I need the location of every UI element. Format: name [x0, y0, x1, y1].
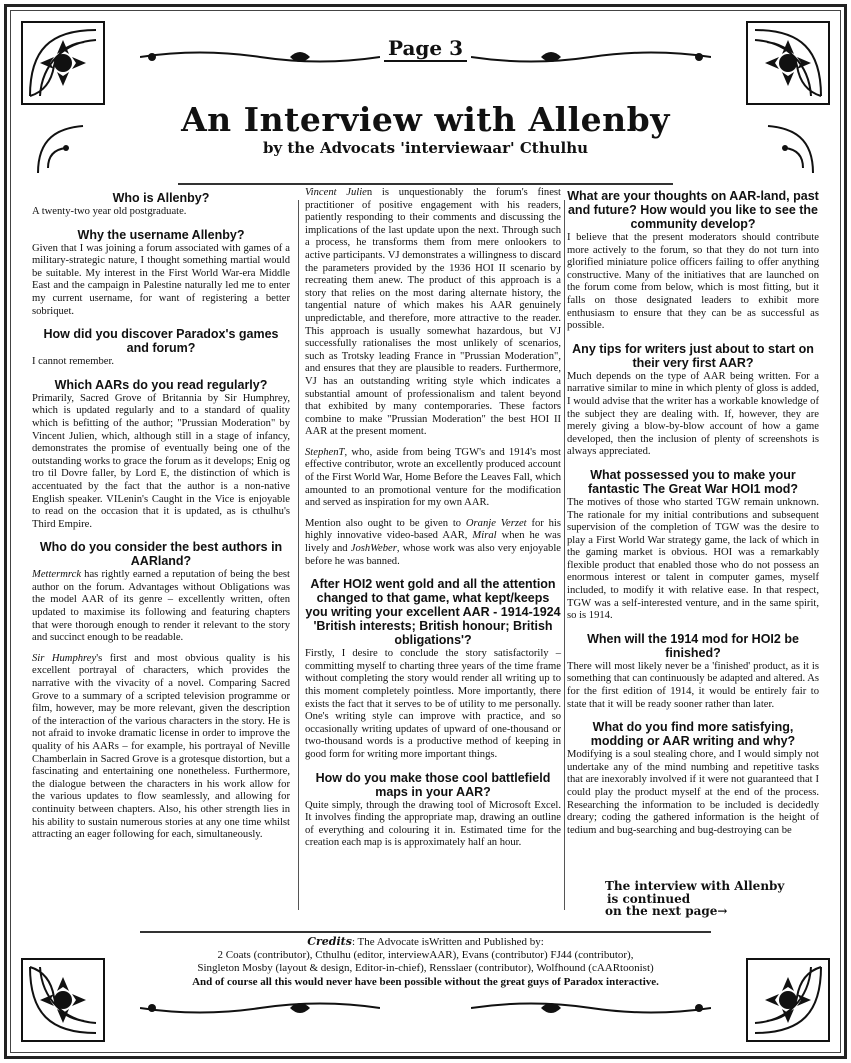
answer-text: There will most likely never be a 'finished' product, as it is something that can continuously be adapted and altered. As for the first edition of 1914, it would be entirely fair to state that it will be ready sooner rather than later.: [567, 660, 819, 710]
column-divider: [298, 200, 299, 910]
question-heading: Who do you consider the best authors in AARland?: [39, 540, 283, 569]
answer-text: Given that I was joining a forum associated with games of a military-strategic nature, I thought something martial would be suitable. My interest in the First World War-era Middle East and the campaign in Palestine naturally led me to enter my current username, for want of registering a better sobriquet.: [32, 242, 290, 317]
continued-line: The interview with Allenby: [605, 879, 785, 893]
answer-text: [305, 447, 561, 510]
continued-line: on the next page→: [605, 904, 728, 919]
answer-body: n is unquestionably the forum's finest practitioner of positive engagement with his readers, patiently responding to their comments and discussing the implications of the last update upon the next. Through such a process, he transforms them from mere onlookers to active participants. VJ demonstrates a willingness to discard the parameters provided by the 1936 HOI II scenario by recreating them anew. The product of this approach is a story that relies on the most daring alternate history, the tangential nature of which makes his AAR genuinely unpredictable, and therefore, more attractive to the reader. This approach is usually somewhat hazardous, but VJ successfully rationalises the most unlikely of scenarios, such as Trotsky leading France in "Prussian Moderation", and ensures that they are plausible to readers. Furthermore, VJ has an outstanding writing style which indicates a substantial amount of professionalism and talent beyond that exhibited by many contemporaries. These factors combine to make "Prussian Moderation" the best HOI II AAR at the present moment.: [305, 187, 561, 438]
author-name: Mettermrck: [32, 569, 82, 581]
corner-ornament-icon: [20, 20, 106, 106]
column-1: [32, 187, 290, 850]
question-heading: After HOI2 went gold and all the attention changed to that game, what kept/keeps you writing your excellent AAR - 1914-1924 'British interests; British honour; British obligations'?: [305, 577, 561, 648]
answer-body: for his highly innovative video-based AAR,: [305, 517, 561, 542]
answer-text: The motives of those who started TGW remain unknown. The rationale for my initial contributions and subsequent supervision of the completion of TGW was the desire to play a First World War strategy game, the lack of which in the gaming market is obvious. HOI was a remarkably flexible product that enabled those who do not possess an enormous interest or talent in computer games, myself included, to modify it with relative ease. In that respect, TGW was a self-interested venture, and in the same spirit, so is 1914.: [567, 496, 819, 622]
corner-ornament-icon: [20, 957, 106, 1043]
question-heading: Who is Allenby?: [112, 191, 210, 205]
author-name: Vincent Julie: [305, 187, 367, 198]
answer-text: [305, 518, 561, 568]
answer-text: [305, 187, 561, 439]
column-divider: [564, 200, 565, 910]
credits-line: [150, 935, 701, 949]
credits-line: Singleton Mosby (layout & design, Editor-in-chief), Rensslaer (contributor), Wolfhound (cAARtoonist): [197, 962, 654, 975]
answer-text: I cannot remember.: [32, 356, 115, 368]
answer-text: Much depends on the type of AAR being written. For a narrative similar to mine in which plenty of gloss is added, I would advise that the writer has a workable knowledge of the subject they are dealing with. If, however, they are merely giving a blow-by-blow account of how a game developed, then the inclusion of plenty of screenshots is always appreciated.: [567, 370, 819, 458]
corner-ornament-icon: [745, 20, 831, 106]
answer-body: 's first and most obvious quality is his excellent portrayal of characters, which provides the narrative with the vivacity of a novel. Comparing Sacred Grove to a summary of a scripted television programme or film, however, may be more relevant, given the description of the interaction of the various characters in the story. He is not afraid to invoke dramatic license in order to improve the quality of his AARs – for example, his portrayal of Neville Chamberlain in Sacred Grove is a grotesque distortion, but a fascinating and entertaining one nonetheless. Furthermore, the dialogue between the characters in his work allow for the various updates to flow seamlessly, and allowing for continuity between chapters. Also, his other strength lies in his ability to sustain numerous stories at any one time whilst attracting an eager following for each, simultaneously.: [32, 652, 291, 841]
answer-body: , whose work was also very enjoyable before he was banned.: [305, 543, 561, 567]
question-heading: Why the username Allenby?: [77, 227, 245, 242]
credits: [150, 935, 701, 989]
author-name: Miral: [472, 530, 497, 542]
question-heading: Which AARs do you read regularly?: [54, 377, 268, 392]
author-name: Oranje Verzet: [465, 517, 527, 529]
article-byline: by the Advocats 'interviewaar' Cthulhu: [262, 139, 589, 157]
question-heading: Any tips for writers just about to start on their very first AAR?: [572, 341, 814, 370]
answer-body: , who, aside from being TGW's and 1914's most effective contributor, wrote an excellently produced account of the First World War, Home Before the Leaves Fall, which amounted to an promotional venture for the modification and served as inspiration for my own AAR.: [305, 446, 561, 509]
corner-ornament-icon: [745, 957, 831, 1043]
credits-line: 2 Coats (contributor), Cthulhu (editor, interviewAAR), Evans (contributor) FJ44 (contributor),: [217, 949, 634, 962]
page-number: [0, 36, 851, 60]
article-title: An Interview with Allenby: [181, 100, 670, 139]
answer-body: when he was lively and: [305, 530, 561, 555]
answer-text: [32, 569, 290, 645]
credits-label: Credits: [307, 935, 352, 948]
answer-text: A twenty-two year old postgraduate.: [32, 206, 187, 217]
author-name: StephenT: [305, 446, 345, 458]
answer-text: [32, 653, 290, 842]
flourish-icon: [471, 995, 711, 1021]
author-name: Sir Humphrey: [32, 652, 97, 664]
answer-text: Firstly, I desire to conclude the story satisfactorily – committing myself to charting three years of the time frame without completing the story would render all writing up to this moment completely pointless. More importantly, there exists the fact that it serves to be of utility to me personally. One's writing style can improve with practice, and so occasionally writing updates of upward of one-thousand or two-thousand words is a productive method of keeping in good form for writing more important things.: [305, 648, 561, 760]
question-heading: How do you make those cool battlefield maps in your AAR?: [315, 770, 551, 799]
answer-text: I believe that the present moderators should contribute more actively to the forum, so that they do not turn into glorified miniature police officers failing to offer anything constructive. Many of the initiatives that are launched on the forum come from below, which is most fitting, but it falls on those designated leaders to exhibit more enthusiasm to ensure that they can be as successful as possible.: [567, 232, 819, 332]
divider: [140, 931, 711, 933]
answer-body: Mention also ought to be given to: [305, 517, 466, 529]
question-heading: How did you discover Paradox's games and forum?: [43, 327, 279, 356]
divider: [178, 183, 673, 185]
answer-body: has rightly earned a reputation of being the best author on the forum. Advantages without Obligations was the model AAR of its genre – excellently written, often updated to maximise its following and featuring chapters that were thorough enough to render it relevant to the story and succinct enough to be readable.: [32, 569, 290, 644]
answer-text: Quite simply, through the drawing tool of Microsoft Excel. It involves finding the appropriate map, drawing an outline of everything and colouring it in. Estimated time for the creation each map is is approximately half an hour.: [305, 799, 561, 849]
column-2: [305, 187, 561, 858]
flourish-icon: [140, 995, 380, 1021]
question-heading: When will the 1914 mod for HOI2 be finished?: [587, 631, 799, 660]
credits-line: And of course all this would never have been possible without the great guys of Paradox interactive.: [192, 975, 659, 988]
column-3: [567, 187, 819, 845]
author-name: JoshWeber: [350, 543, 397, 555]
answer-text: Modifying is a soul stealing chore, and I would simply not undertake any of the mind numbing and repetitive tasks that are inexorably involved if it were not guaranteed that I could play the product myself at the end of the process. Researching the information to be included is decidedly dreary; coding the gathered information is the height of tedium and bug-searching and bug-destroying can be: [567, 749, 819, 836]
question-heading: What do you find more satisfying, modding or AAR writing and why?: [590, 720, 796, 749]
question-heading: What are your thoughts on AAR-land, past and future? How would you like to see the community develop?: [567, 189, 819, 231]
credits-text: : The Advocate isWritten and Published by:: [351, 936, 544, 948]
continued-line: is continued: [607, 891, 691, 906]
continued-link[interactable]: [605, 880, 805, 918]
answer-text: Primarily, Sacred Grove of Britannia by Sir Humphrey, which is updated regularly and to a standard of quality which is befitting of the author; "Prussian Moderation" by Vincent Julien, which, although still in a stage of infancy, demonstrates the promise of eventually being one of the outstanding works to grace the forum as it develops; Enig og tro til Dovre faller, by Lord E, the distinction of which is accentuated by the fact that the author is a non-native English speaker. VILenin's Caught in the Vice is enjoyable to read on the occasion that it is updated, as is cthulhu's Third Empire.: [32, 392, 290, 530]
page-number-text: Page 3: [384, 36, 467, 62]
question-heading: What possessed you to make your fantastic The Great War HOI1 mod?: [588, 467, 798, 496]
